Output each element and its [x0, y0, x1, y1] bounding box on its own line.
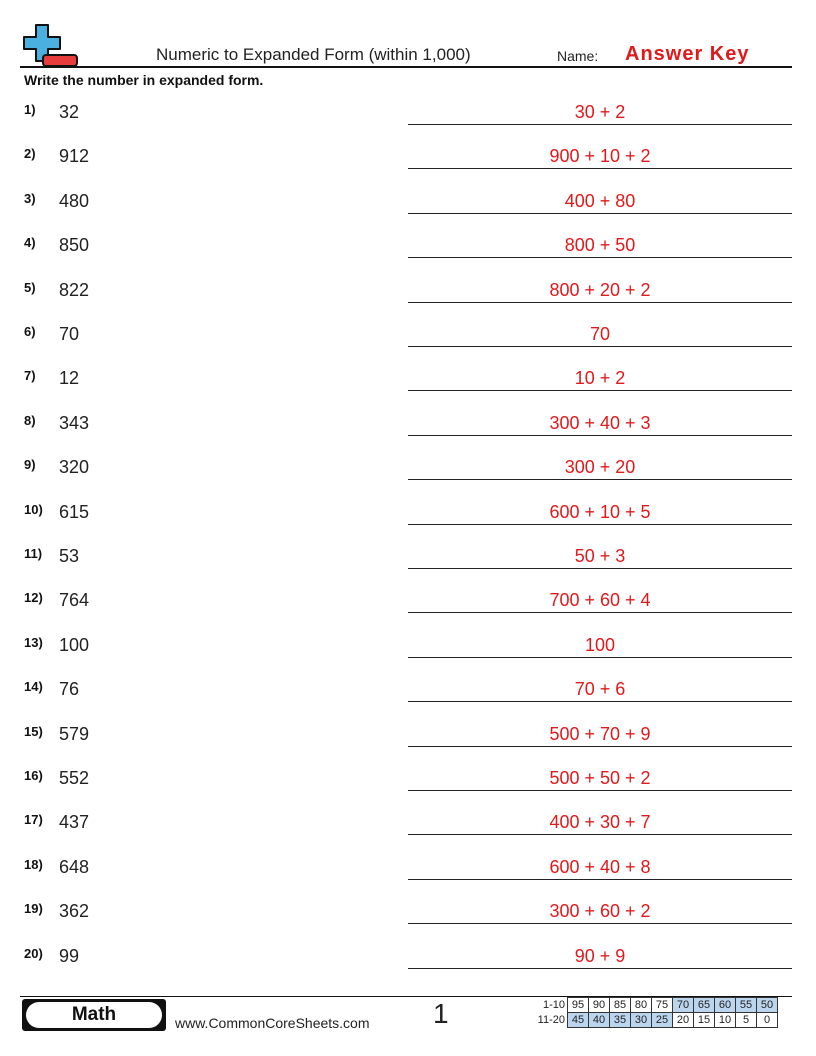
answer-line: [408, 746, 792, 747]
score-row: [529, 998, 778, 1013]
problem-value: 100: [59, 634, 90, 655]
problem-row: [0, 724, 816, 768]
problem-row: [0, 502, 816, 546]
problem-value: 32: [59, 102, 80, 122]
score-cell: 95: [568, 998, 589, 1013]
score-cell: 50: [757, 998, 778, 1013]
answer-line: [408, 568, 792, 569]
problem-value: 99: [59, 945, 80, 966]
problem-value: 362: [59, 901, 90, 922]
answer-key-label: Answer Key: [625, 43, 750, 65]
answer-line: [408, 657, 792, 658]
score-cell: 35: [610, 1013, 631, 1028]
problem-value: 615: [59, 501, 90, 522]
problem-value: 53: [59, 546, 80, 566]
problem-row: [0, 235, 816, 279]
problem-answer: 400 + 80: [564, 190, 636, 211]
problem-row: [0, 324, 816, 368]
problem-row: [0, 590, 816, 634]
problem-number: 4): [24, 235, 36, 251]
problem-answer: 800 + 50: [564, 235, 636, 256]
problem-row: [0, 857, 816, 901]
problem-value: 764: [59, 590, 90, 611]
problem-number: 13): [24, 634, 43, 650]
problem-row: [0, 280, 816, 324]
problem-number: 9): [24, 457, 36, 473]
answer-line: [408, 390, 792, 391]
header-rule: [20, 66, 792, 68]
worksheet-title: Numeric to Expanded Form (within 1,000): [156, 45, 471, 64]
problem-number: 7): [24, 368, 36, 384]
answer-line: [408, 879, 792, 880]
problem-answer: 100: [584, 634, 616, 655]
answer-line: [408, 790, 792, 791]
problem-row: [0, 679, 816, 723]
score-cell: 45: [568, 1013, 589, 1028]
problem-value: 912: [59, 146, 90, 167]
problem-answer: 800 + 20 + 2: [549, 279, 651, 300]
problem-row: [0, 368, 816, 412]
answer-line: [408, 435, 792, 436]
problem-answer: 70: [589, 324, 611, 344]
problem-number: 12): [24, 590, 43, 606]
problem-value: 12: [59, 368, 80, 389]
problem-row: [0, 946, 816, 990]
website-url: www.CommonCoreSheets.com: [175, 1015, 370, 1031]
problem-value: 70: [59, 324, 80, 344]
answer-line: [408, 612, 792, 613]
problem-row: [0, 635, 816, 679]
problem-row: [0, 901, 816, 945]
problem-row: [0, 457, 816, 501]
problem-value: 579: [59, 723, 90, 744]
plus-minus-logo-icon: [22, 24, 80, 68]
problem-answer: 600 + 10 + 5: [549, 501, 651, 522]
score-cell: 80: [631, 998, 652, 1013]
problem-number: 2): [24, 146, 36, 162]
score-cell: 75: [652, 998, 673, 1013]
problem-number: 16): [24, 768, 43, 783]
problem-answer: 500 + 70 + 9: [549, 723, 651, 744]
problem-number: 17): [24, 812, 43, 828]
problem-answer: 500 + 50 + 2: [549, 768, 651, 788]
score-cell: 5: [736, 1013, 757, 1028]
problem-answer: 300 + 20: [564, 457, 636, 478]
score-cell: 60: [715, 998, 736, 1013]
score-cell: 20: [673, 1013, 694, 1028]
score-cell: 90: [589, 998, 610, 1013]
problem-value: 480: [59, 190, 90, 211]
score-cell: 15: [694, 1013, 715, 1028]
problem-number: 20): [24, 945, 43, 961]
problem-value: 320: [59, 457, 90, 478]
problem-row: [0, 812, 816, 856]
problem-answer: 300 + 60 + 2: [549, 901, 651, 922]
problem-row: [0, 191, 816, 235]
problem-number: 15): [24, 723, 43, 739]
problem-answer: 300 + 40 + 3: [549, 412, 651, 433]
problem-answer: 10 + 2: [574, 368, 626, 389]
problem-number: 14): [24, 679, 43, 695]
answer-line: [408, 168, 792, 169]
problem-value: 437: [59, 812, 90, 833]
problem-number: 18): [24, 856, 43, 872]
problem-number: 10): [24, 501, 43, 517]
problem-row: [0, 768, 816, 812]
problem-answer: 70 + 6: [574, 679, 626, 700]
problem-answer: 700 + 60 + 4: [549, 590, 651, 611]
answer-line: [408, 213, 792, 214]
name-label: Name:: [557, 48, 599, 64]
problem-value: 850: [59, 235, 90, 256]
page-number: 1: [433, 998, 449, 1029]
answer-line: [408, 257, 792, 258]
score-cell: 40: [589, 1013, 610, 1028]
problem-value: 552: [59, 768, 90, 788]
answer-line: [408, 968, 792, 969]
problem-value: 76: [59, 679, 80, 700]
problem-number: 1): [24, 102, 36, 117]
score-cell: 25: [652, 1013, 673, 1028]
answer-line: [408, 479, 792, 480]
answer-line: [408, 834, 792, 835]
score-cell: 55: [736, 998, 757, 1013]
problem-answer: 90 + 9: [574, 945, 626, 966]
problem-row: [0, 146, 816, 190]
problem-row: [0, 546, 816, 590]
problem-answer: 400 + 30 + 7: [549, 812, 651, 833]
problem-answer: 600 + 40 + 8: [549, 856, 651, 877]
problem-answer: 30 + 2: [574, 102, 626, 122]
answer-line: [408, 124, 792, 125]
score-table: [529, 997, 778, 1028]
answer-line: [408, 346, 792, 347]
score-cell: 30: [631, 1013, 652, 1028]
problem-number: 6): [24, 324, 36, 339]
answer-line: [408, 923, 792, 924]
score-range: 1-10: [542, 999, 565, 1011]
problem-number: 8): [24, 412, 36, 428]
answer-line: [408, 302, 792, 303]
answer-line: [408, 701, 792, 702]
problem-number: 19): [24, 901, 43, 917]
problem-number: 3): [24, 190, 36, 206]
problem-value: 343: [59, 412, 90, 433]
problem-value: 822: [59, 279, 90, 300]
answer-line: [408, 524, 792, 525]
score-cell: 65: [694, 998, 715, 1013]
problem-number: 11): [24, 546, 43, 561]
score-range: 11-20: [537, 1014, 565, 1026]
score-cell: 70: [673, 998, 694, 1013]
problem-answer: 50 + 3: [574, 546, 626, 566]
problem-row: [0, 102, 816, 146]
score-row: [529, 1013, 778, 1028]
score-cell: 0: [757, 1013, 778, 1028]
math-badge: [22, 999, 166, 1031]
score-cell: 85: [610, 998, 631, 1013]
problem-number: 5): [24, 279, 36, 295]
instructions: Write the number in expanded form.: [24, 72, 264, 88]
problem-row: [0, 413, 816, 457]
problem-answer: 900 + 10 + 2: [549, 146, 651, 167]
score-cell: 10: [715, 1013, 736, 1028]
problem-value: 648: [59, 856, 90, 877]
math-badge-label: Math: [26, 1002, 162, 1028]
